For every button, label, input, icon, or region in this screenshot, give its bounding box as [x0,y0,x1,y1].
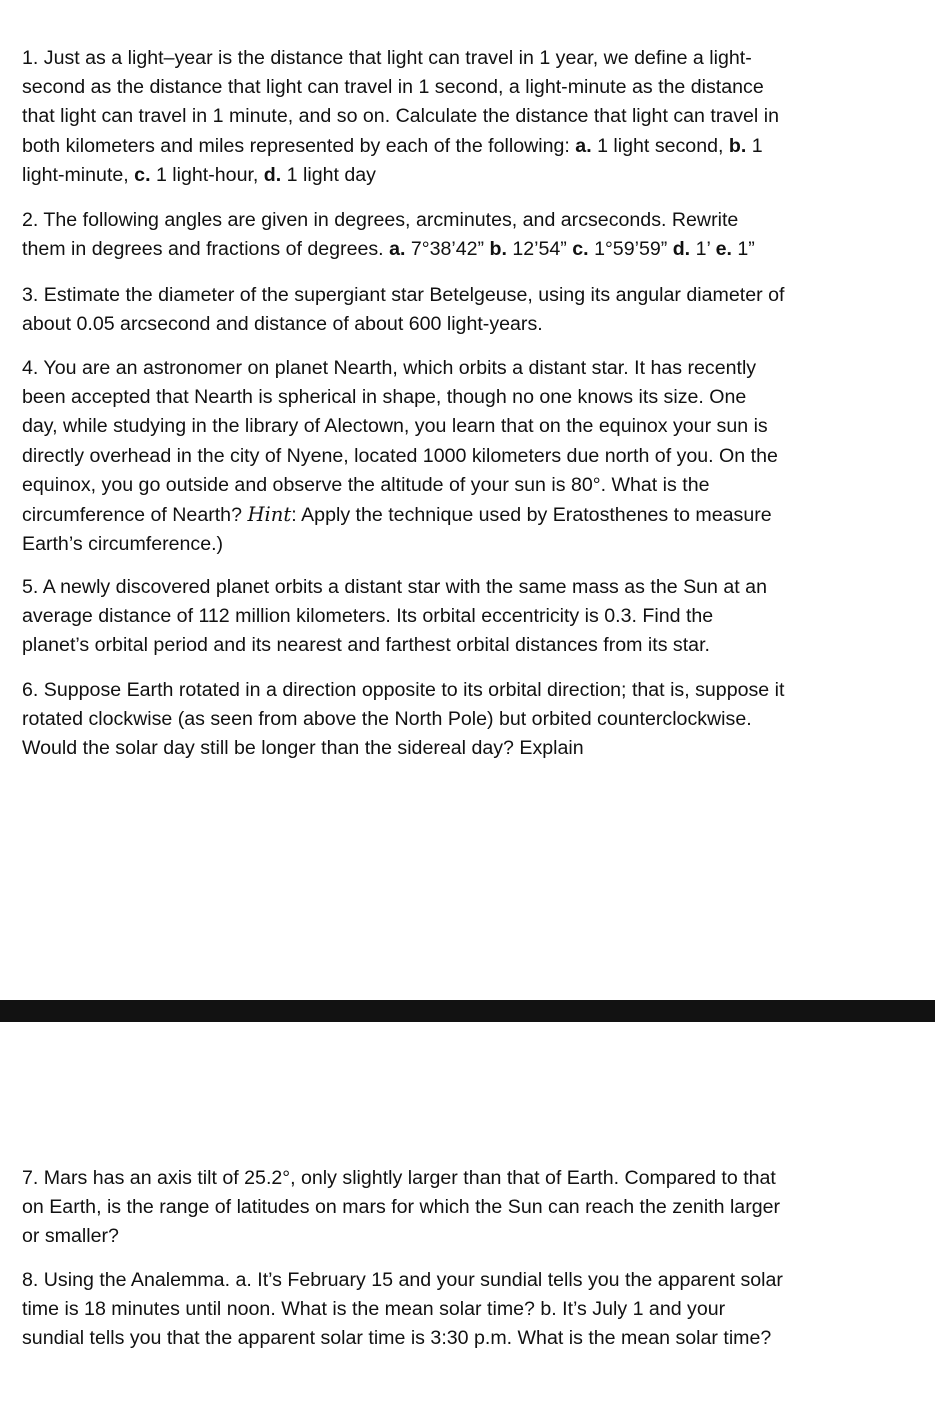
hint-text: : Apply the technique used by Eratosthenes to measure [291,504,772,527]
problem-8-line-1: 8. Using the Analemma. a. It’s February 15 and your sundial tells you the apparent solar [22,1269,783,1291]
part-d-text: 1 light day [281,163,376,186]
problem-5 [22,573,932,661]
problem-4-line-5: equinox, you go outside and observe the altitude of your sun is 80°. What is the [22,473,710,496]
problem-4-line-4: directly overhead in the city of Nyene, located 1000 kilometers due north of you. On the [22,444,778,467]
problem-4-line-7: Earth’s circumference.) [22,533,224,556]
problem-1-line-4-text: both kilometers and miles represented by each of the following: [22,134,576,157]
part-e-label: e. [715,238,732,261]
problem-6-line-3: Would the solar day still be longer than the sidereal day? Explain [22,737,584,760]
part-d-label: d. [672,238,691,261]
hint-label: Hint [247,503,292,527]
problem-5-line-3: planet’s orbital period and its nearest and farthest orbital distances from its star. [22,634,710,657]
problem-2 [22,206,932,264]
problem-7-line-1: 7. Mars has an axis tilt of 25.2°, only slightly larger than that of Earth. Compared to that [22,1167,776,1189]
part-d-text: 1’ [690,238,716,261]
part-a-text: 1 light second, [591,134,729,157]
problem-1-line-1: 1. Just as a light–year is the distance that light can travel in 1 year, we define a light- [22,47,752,69]
problem-1-line-2: second as the distance that light can travel in 1 second, a light-minute as the distance [22,76,764,99]
problem-4-line-3: day, while studying in the library of Alectown, you learn that on the equinox your sun is [22,415,768,438]
problem-2-line-2-text: them in degrees and fractions of degrees. [22,238,390,261]
part-c-label: c. [572,238,589,261]
part-a-text: 7°38’42” [405,238,490,261]
problem-3-line-2: about 0.05 arcsecond and distance of about 600 light-years. [22,313,543,336]
part-b-text: 1 [746,134,763,157]
problem-4-line-2: been accepted that Nearth is spherical in shape, though no one knows its size. One [22,386,747,409]
page-divider [0,1000,935,1022]
problem-4-line-6-text: circumference of Nearth? [22,504,248,527]
part-c-label: c. [134,163,151,186]
problem-7-line-3: or smaller? [22,1225,119,1248]
problem-8-line-3: sundial tells you that the apparent solar time is 3:30 p.m. What is the mean solar time? [22,1327,772,1350]
problem-6-line-2: rotated clockwise (as seen from above the North Pole) but orbited counterclockwise. [22,708,752,731]
part-a-label: a. [575,134,592,157]
part-a-label: a. [389,238,406,261]
part-c-text: 1 light-hour, [150,163,264,186]
problem-1-line-5-text: light-minute, [22,163,135,186]
problem-5-line-2: average distance of 112 million kilometers. Its orbital eccentricity is 0.3. Find the [22,605,714,628]
part-b-text: 12’54” [506,238,573,261]
problem-7-line-2: on Earth, is the range of latitudes on mars for which the Sun can reach the zenith larger [22,1196,781,1219]
problem-7 [22,1164,932,1252]
problem-1-line-3: that light can travel in 1 minute, and so on. Calculate the distance that light can travel in [22,105,779,128]
problem-1-line-4 [22,132,932,161]
problem-4-line-6 [22,500,932,530]
problem-8 [22,1266,932,1354]
problem-2-line-2 [22,235,932,264]
problem-6 [22,676,932,764]
problem-1-line-5 [22,161,932,190]
part-b-label: b. [489,238,507,261]
part-c-text: 1°59’59” [588,238,673,261]
problem-8-line-2: time is 18 minutes until noon. What is the mean solar time? b. It’s July 1 and your [22,1298,726,1321]
problem-4 [22,354,932,559]
problem-2-line-1: 2. The following angles are given in degrees, arcminutes, and arcseconds. Rewrite [22,209,739,231]
problem-5-line-1: 5. A newly discovered planet orbits a distant star with the same mass as the Sun at an [22,576,767,598]
problem-6-line-1: 6. Suppose Earth rotated in a direction opposite to its orbital direction; that is, suppose it [22,679,785,701]
part-e-text: 1” [731,238,755,261]
problem-3 [22,281,932,339]
problem-1 [22,44,932,190]
problem-4-line-1: 4. You are an astronomer on planet Nearth, which orbits a distant star. It has recently [22,357,757,379]
part-d-label: d. [263,163,282,186]
part-b-label: b. [728,134,747,157]
problem-3-line-1: 3. Estimate the diameter of the supergiant star Betelgeuse, using its angular diameter of [22,284,785,306]
